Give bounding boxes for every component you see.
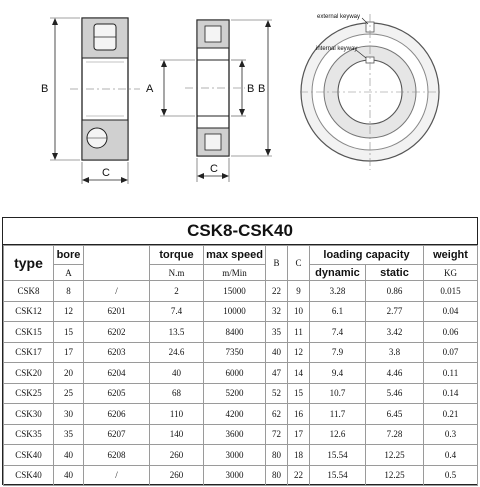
header-torque-unit: N.m <box>150 265 204 281</box>
table-row <box>4 363 478 384</box>
cell-bearing: 6203 <box>84 342 150 363</box>
internal-keyway-label: internal keyway <box>316 46 358 52</box>
spec-table <box>3 245 478 486</box>
cell-static: 12.25 <box>366 445 424 466</box>
cell-bearing: 6204 <box>84 363 150 384</box>
cell-max-speed: 3600 <box>204 424 266 445</box>
table-row <box>4 445 478 466</box>
cell-type: CSK8 <box>4 281 54 302</box>
cell-type: CSK40 <box>4 465 54 486</box>
spec-table-panel <box>2 217 478 485</box>
cell-weight: 0.06 <box>424 322 478 343</box>
side-view-c-label: C <box>102 167 110 179</box>
header-bore: bore <box>54 246 84 265</box>
cell-torque: 2 <box>150 281 204 302</box>
cell-b: 52 <box>266 383 288 404</box>
header-static: static <box>366 265 424 281</box>
cell-dynamic: 9.4 <box>310 363 366 384</box>
spec-table-body <box>4 281 478 486</box>
front-view-inner-b-label: B <box>247 83 255 95</box>
cell-b: 80 <box>266 465 288 486</box>
cell-b: 32 <box>266 301 288 322</box>
cell-c: 12 <box>288 342 310 363</box>
cell-type: CSK17 <box>4 342 54 363</box>
cell-torque: 140 <box>150 424 204 445</box>
cell-max-speed: 10000 <box>204 301 266 322</box>
cell-dynamic: 10.7 <box>310 383 366 404</box>
cell-bore: 40 <box>54 465 84 486</box>
cell-max-speed: 7350 <box>204 342 266 363</box>
cell-bore: 17 <box>54 342 84 363</box>
cell-max-speed: 15000 <box>204 281 266 302</box>
header-blank <box>84 246 150 281</box>
cell-type: CSK35 <box>4 424 54 445</box>
cell-static: 7.28 <box>366 424 424 445</box>
cell-dynamic: 12.6 <box>310 424 366 445</box>
cell-weight: 0.11 <box>424 363 478 384</box>
cell-bore: 25 <box>54 383 84 404</box>
cell-c: 16 <box>288 404 310 425</box>
cell-c: 14 <box>288 363 310 384</box>
cell-static: 0.86 <box>366 281 424 302</box>
cell-c: 9 <box>288 281 310 302</box>
cell-c: 17 <box>288 424 310 445</box>
cell-dynamic: 11.7 <box>310 404 366 425</box>
table-row <box>4 424 478 445</box>
cell-bore: 8 <box>54 281 84 302</box>
cell-max-speed: 5200 <box>204 383 266 404</box>
header-weight: weight <box>424 246 478 265</box>
cell-weight: 0.04 <box>424 301 478 322</box>
cell-weight: 0.4 <box>424 445 478 466</box>
cell-dynamic: 7.4 <box>310 322 366 343</box>
bearing-drawings-svg <box>0 0 480 212</box>
cell-b: 80 <box>266 445 288 466</box>
header-dynamic: dynamic <box>310 265 366 281</box>
cell-bore: 20 <box>54 363 84 384</box>
cell-bore: 40 <box>54 445 84 466</box>
cell-type: CSK25 <box>4 383 54 404</box>
cell-bearing: / <box>84 281 150 302</box>
cell-torque: 24.6 <box>150 342 204 363</box>
cell-max-speed: 6000 <box>204 363 266 384</box>
cell-bore: 12 <box>54 301 84 322</box>
header-torque: torque <box>150 246 204 265</box>
header-max-speed-unit: m/Min <box>204 265 266 281</box>
table-row <box>4 322 478 343</box>
cell-type: CSK30 <box>4 404 54 425</box>
cell-dynamic: 3.28 <box>310 281 366 302</box>
cell-bore: 30 <box>54 404 84 425</box>
header-b: B <box>266 246 288 281</box>
header-max-speed: max speed <box>204 246 266 265</box>
front-section-view <box>160 20 272 182</box>
cell-dynamic: 15.54 <box>310 445 366 466</box>
table-row <box>4 342 478 363</box>
cell-bearing: 6207 <box>84 424 150 445</box>
cell-c: 15 <box>288 383 310 404</box>
cell-static: 2.77 <box>366 301 424 322</box>
cell-torque: 260 <box>150 445 204 466</box>
cell-bearing: 6208 <box>84 445 150 466</box>
cell-type: CSK40 <box>4 445 54 466</box>
cell-dynamic: 15.54 <box>310 465 366 486</box>
table-row <box>4 301 478 322</box>
cell-dynamic: 6.1 <box>310 301 366 322</box>
cell-weight: 0.3 <box>424 424 478 445</box>
cell-b: 35 <box>266 322 288 343</box>
cell-dynamic: 7.9 <box>310 342 366 363</box>
header-weight-unit: KG <box>424 265 478 281</box>
cell-static: 6.45 <box>366 404 424 425</box>
cell-static: 12.25 <box>366 465 424 486</box>
front-view-c-label: C <box>210 163 218 175</box>
cell-b: 22 <box>266 281 288 302</box>
cell-weight: 0.07 <box>424 342 478 363</box>
cell-max-speed: 8400 <box>204 322 266 343</box>
cell-bearing: 6206 <box>84 404 150 425</box>
cell-bearing: / <box>84 465 150 486</box>
table-title: CSK8-CSK40 <box>3 218 477 245</box>
cell-weight: 0.14 <box>424 383 478 404</box>
cell-b: 47 <box>266 363 288 384</box>
table-row <box>4 383 478 404</box>
cell-torque: 110 <box>150 404 204 425</box>
cell-max-speed: 4200 <box>204 404 266 425</box>
header-c: C <box>288 246 310 281</box>
cell-c: 10 <box>288 301 310 322</box>
cell-type: CSK12 <box>4 301 54 322</box>
cell-static: 5.46 <box>366 383 424 404</box>
cell-type: CSK20 <box>4 363 54 384</box>
cell-static: 3.8 <box>366 342 424 363</box>
cell-c: 11 <box>288 322 310 343</box>
side-view-b-label: B <box>41 83 49 95</box>
front-view-a-label: A <box>146 83 154 95</box>
cell-b: 72 <box>266 424 288 445</box>
cell-max-speed: 3000 <box>204 445 266 466</box>
end-view <box>300 14 440 170</box>
cell-torque: 7.4 <box>150 301 204 322</box>
cell-weight: 0.5 <box>424 465 478 486</box>
front-view-b-label: B <box>258 83 266 95</box>
cell-type: CSK15 <box>4 322 54 343</box>
cell-bore: 35 <box>54 424 84 445</box>
header-bore-unit: A <box>54 265 84 281</box>
cell-torque: 260 <box>150 465 204 486</box>
table-row <box>4 465 478 486</box>
cell-c: 22 <box>288 465 310 486</box>
cell-torque: 13.5 <box>150 322 204 343</box>
cell-bearing: 6205 <box>84 383 150 404</box>
header-loading-capacity: loading capacity <box>310 246 424 265</box>
cell-bearing: 6201 <box>84 301 150 322</box>
side-section-view <box>50 18 140 184</box>
cell-bearing: 6202 <box>84 322 150 343</box>
cell-weight: 0.015 <box>424 281 478 302</box>
table-row <box>4 281 478 302</box>
cell-torque: 68 <box>150 383 204 404</box>
cell-b: 62 <box>266 404 288 425</box>
cell-c: 18 <box>288 445 310 466</box>
technical-drawings <box>0 0 480 212</box>
cell-weight: 0.21 <box>424 404 478 425</box>
header-type: type <box>4 246 54 281</box>
cell-max-speed: 3000 <box>204 465 266 486</box>
external-keyway-label: external keyway <box>317 14 361 20</box>
cell-static: 4.46 <box>366 363 424 384</box>
cell-static: 3.42 <box>366 322 424 343</box>
cell-bore: 15 <box>54 322 84 343</box>
cell-b: 40 <box>266 342 288 363</box>
table-row <box>4 404 478 425</box>
cell-torque: 40 <box>150 363 204 384</box>
